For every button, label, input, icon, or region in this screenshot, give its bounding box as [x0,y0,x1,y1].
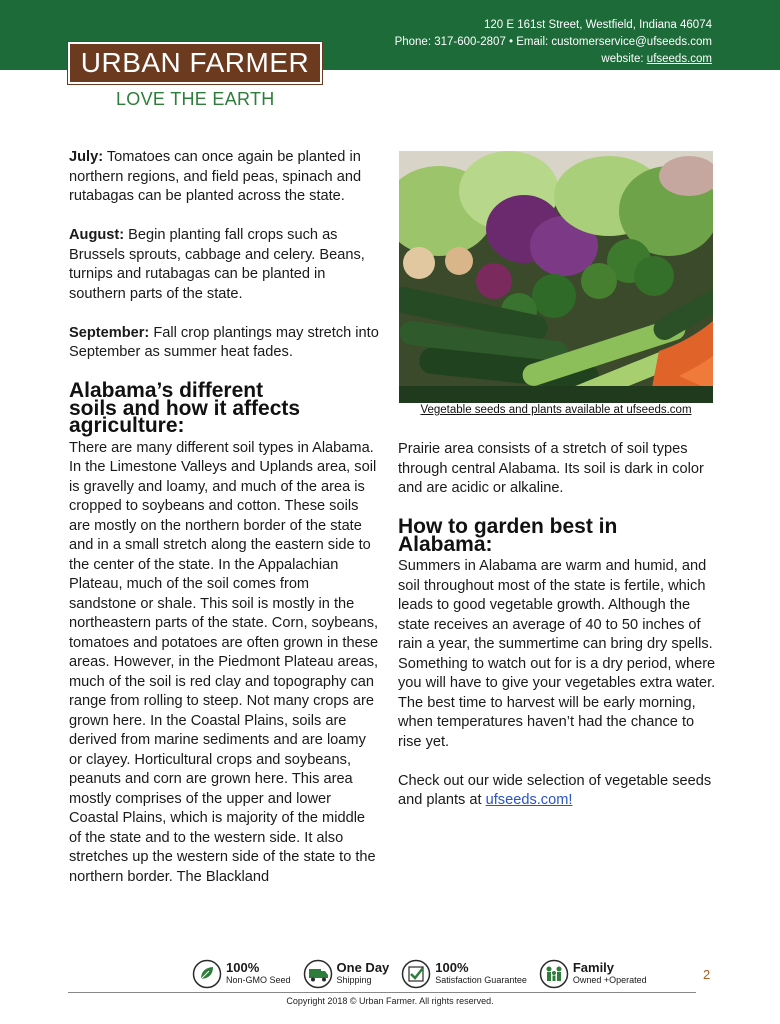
leaf-icon [192,959,222,989]
phone-email: Phone: 317-600-2807 • Email: customerservice@ufseeds.com [394,36,712,48]
badge-subtitle: Non-GMO Seed [226,975,291,985]
trust-badges [192,958,659,990]
badge-non-gmo [192,959,291,989]
badge-title: Family [572,960,615,975]
address: 120 E 161st Street, Westfield, Indiana 46074 [483,19,712,31]
copyright: Copyright 2018 © Urban Farmer. All rights reserved. [286,996,494,1006]
september-paragraph [69,324,379,363]
truck-icon [303,959,333,989]
tagline: LOVE THE EARTH [116,89,275,109]
soils-heading-line: agriculture: [69,414,185,437]
july-text: Tomatoes can once again be planted in northern regions, and field peas, spinach and rutabagas can be planted across the state. [69,149,362,204]
footer-divider [68,992,696,993]
august-label: August: [69,227,125,243]
right-column [398,440,716,830]
september-text: Fall crop plantings may stretch into September as summer heat fades. [69,324,379,360]
soils-paragraph: There are many different soil types in Alabama. In the Limestone Valleys and Uplands area, soil is gravelly and loamy, and much of the area is cropped to soybeans and cotton. These soils are mostly on the northern border of the state and in a small stretch along the eastern side to the center of the state. In the Appalachian Plateau, much of the soil comes from sandstone or shale. This soil is mostly in the northeastern parts of the state. Corn, soybeans, tomatoes and potatoes are often grown in these areas. However, in the Piedmont Plateau areas, much of the soil is red clay and topography can range from rolling to steep. Not many crops are grown here. In the Coastal Plains, soils are derived from marine sediments and are loamy or clayey. Horticultural crops and soybeans, peanuts and corn are grown here. This area mostly comprises of the upper and lower Coastal Plains, which is majority of the middle of the state and to the western side. It also stretches up the western side of the state to the northern border. The Blackland [69,439,379,885]
website-prefix: website: [601,53,647,65]
cta-text: Check out our wide selection of vegetable seeds and plants at [398,772,712,808]
logo-text: URBAN FARMER [80,47,310,78]
badge-title: 100% [435,960,469,975]
badge-title: One Day [336,960,390,975]
july-paragraph [69,148,379,207]
garden-paragraph: Summers in Alabama are warm and humid, and soil throughout most of the state is fertile, which leads to good vegetable growth. Although the state receives an average of 40 to 50 inches of rain a year, the summertime can bring dry spells. Something to watch out for is a dry period, where you will have to give your vegetables extra water. The best time to harvest will be early morning, when temperatures haven’t had the chance to rise yet. [398,558,716,750]
soils-heading [69,379,379,437]
garden-heading-line: How to garden best in [398,515,618,538]
badge-subtitle: Owned +Operated [572,975,647,985]
left-column [69,148,379,887]
soils-heading-line: Alabama’s different [69,379,264,402]
garden-heading-line: Alabama: [398,532,493,556]
badge-satisfaction [401,959,527,989]
badge-family [539,959,647,989]
september-label: September: [69,324,150,341]
page-number: 2 [703,967,711,982]
august-text: Begin planting fall crops such as Brussels sprouts, cabbage and celery. Beans, turnips and rutabagas can be planted in southern parts of the state. [69,227,365,302]
soils-heading-line: soils and how it affects [69,396,301,420]
logo [68,42,322,84]
family-icon [539,959,569,989]
badge-subtitle: Shipping [336,975,372,985]
cta-link[interactable]: ufseeds.com! [485,792,573,808]
prairie-paragraph: Prairie area consists of a stretch of soil types through central Alabama. Its soil is dark in color and are acidic or alkaline. [398,441,704,496]
vegetables-photo [399,151,713,403]
badge-subtitle: Satisfaction Guarantee [435,975,527,985]
vegetables-illustration [399,151,713,403]
photo-caption[interactable]: Vegetable seeds and plants available at ufseeds.com [420,404,692,416]
badge-shipping [303,959,390,989]
website-line [395,51,712,68]
garden-heading [398,515,716,556]
checkmark-icon [401,959,431,989]
website-link[interactable]: ufseeds.com [646,53,712,65]
badge-title: 100% [226,960,260,975]
contact-info [395,17,712,68]
july-label: July: [69,149,104,165]
cta-paragraph [398,772,716,811]
august-paragraph [69,226,379,304]
